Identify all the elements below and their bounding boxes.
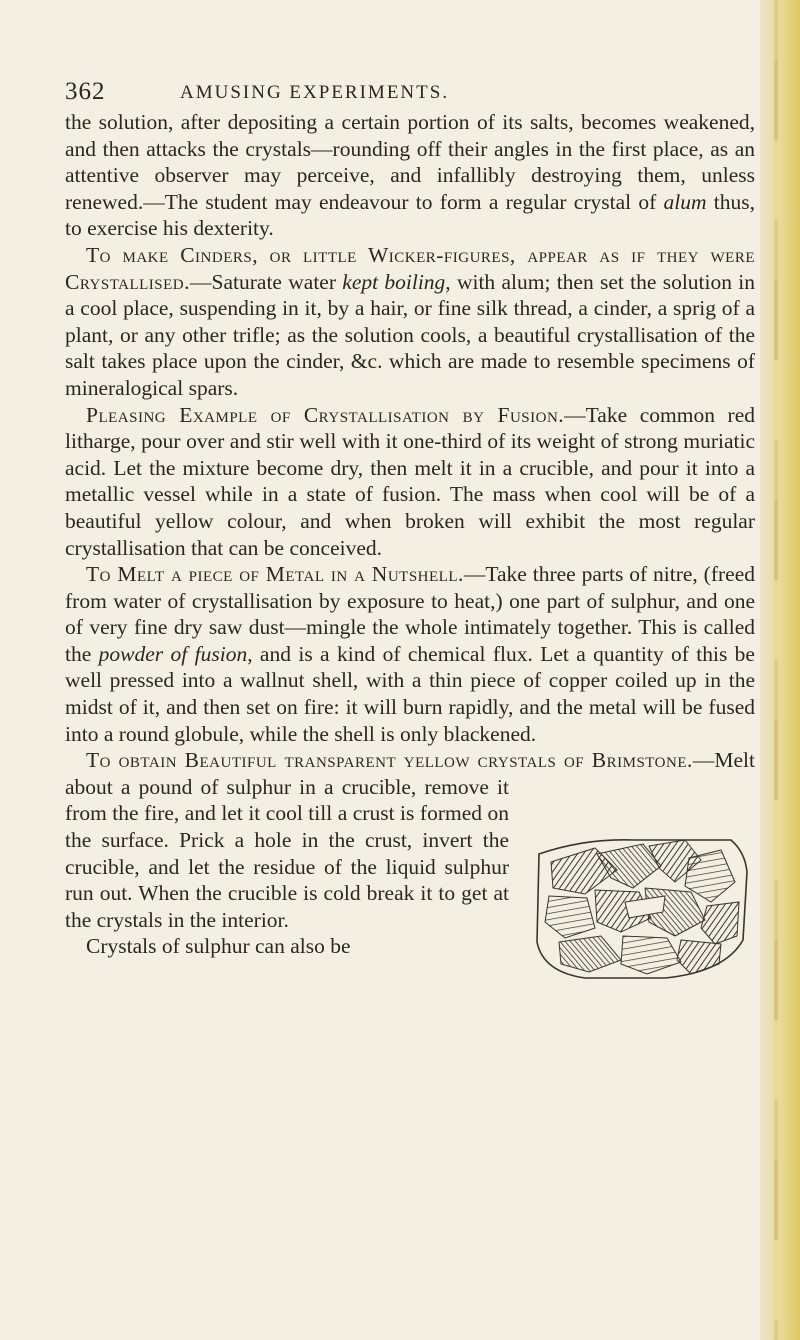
paragraph-tail: Crystals of sulphur can also be <box>86 934 351 959</box>
figure-wrap <box>525 774 755 1056</box>
section-heading-fusion: Pleasing Example of Crystallisation by Fusion. <box>86 402 565 427</box>
paragraph-brimstone: To obtain Beautiful transparent yellow crystals of Brimstone. —Melt about a pound of sulphur in a crucible, remove it from the fire, and let it cool till a crust is formed on the surface. Prick a hole in the crust, invert the crucible, and let the residue of the liquid sulphur run out. When the crucible is cold break it to get at the crystals in the interior. Crystals of sulphur can also be <box>65 747 755 960</box>
sulphur-crystals-illustration <box>525 832 753 982</box>
page-edge <box>760 0 800 1340</box>
paragraph-continuation: the solution, after depositing a certain portion of its salts, becomes weakened, and then attacks the crystals—rounding off their angles in the first place, as an attentive observer may perceive, and infallibly destroying them, unless renewed.—The student may endeavour to form a regular crystal of alum thus, to exercise his dexterity. <box>65 110 756 241</box>
paragraph-fusion: Pleasing Example of Crystallisation by Fusion.—Take common red litharge, pour over and stir well with it one-third of its weight of strong muriatic acid. Let the mixture become dry, then melt it in a crucible, and pour it into a metallic vessel while in a state of fusion. The mass when cool will be of a beautiful yellow colour, and when broken will exhibit the most regular crystallisation that can be conceived. <box>65 402 755 560</box>
emphasis-powder-of-fusion: powder of fusion <box>98 641 248 666</box>
section-heading-brimstone: To obtain Beautiful transparent yellow crystals of Brimstone. <box>86 748 693 773</box>
running-head <box>65 78 755 108</box>
running-title: AMUSING EXPERIMENTS. <box>180 82 450 103</box>
section-heading-nutshell: To Melt a piece of Metal in a Nutshell. <box>86 562 464 587</box>
emphasis-kept-boiling: kept boiling <box>342 269 446 294</box>
emphasis-alum: alum <box>663 189 707 214</box>
paragraph-nutshell: To Melt a piece of Metal in a Nutshell.—Take three parts of nitre, (freed from water of crystallisation by exposure to heat,) one part of sulphur, and one of very fine dry saw dust—mingle the whole intimately together. This is called the powder of fusion, and is a kind of chemical flux. Let a quantity of this be well pressed into a wallnut shell, with a thin piece of copper coiled up in the midst of it, and then set on fire: it will burn rapidly, and the metal will be fused into a round globule, while the shell is only blackened. <box>65 562 756 746</box>
section-heading-cinders: To make Cinders, or little Wicker-figures, appear as if they were Crystallised. <box>65 242 755 294</box>
page-number: 362 <box>65 78 106 105</box>
paragraph-cinders: To make Cinders, or little Wicker-figures, appear as if they were Crystallised.—Saturate water kept boiling, with alum; then set the solution in a cool place, suspending in it, by a hair, or fine silk thread, a cinder, a sprig of a plant, or any other trifle; as the solution cools, a beautiful crystallisation of the salt takes place upon the cinder, &c. which are made to resemble specimens of mineralogical spars. <box>65 242 755 400</box>
text-block <box>65 109 755 1056</box>
